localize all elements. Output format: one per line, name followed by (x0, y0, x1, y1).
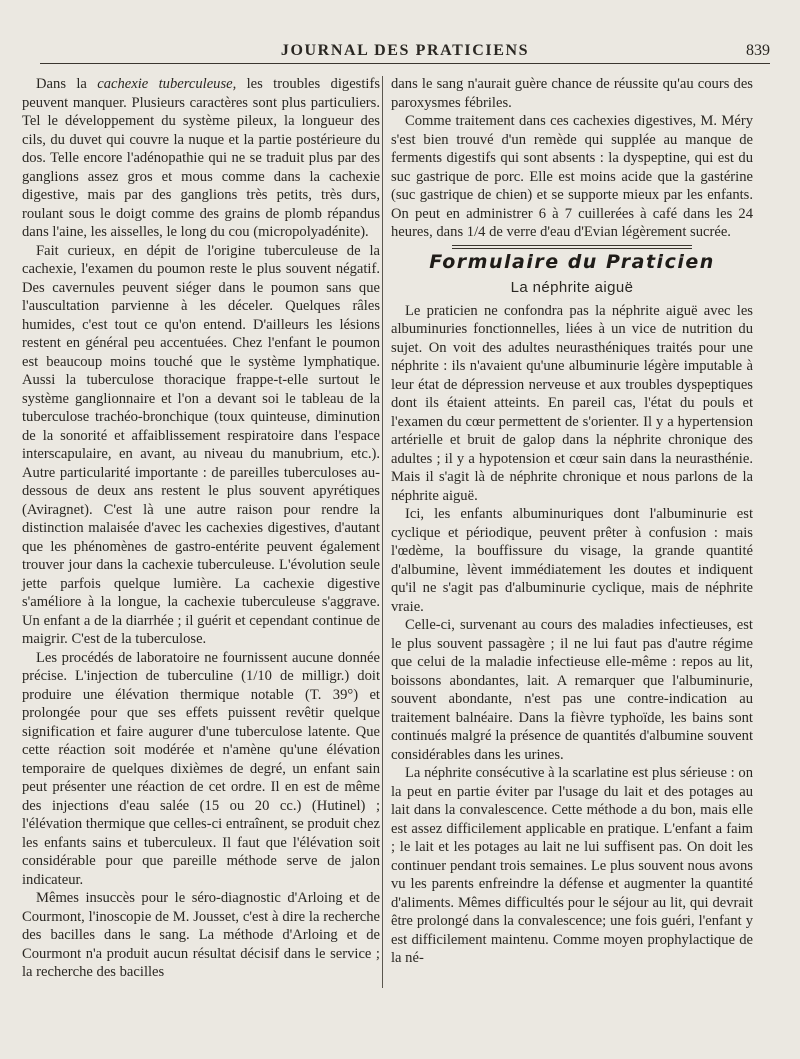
section-rule (452, 245, 692, 249)
section-title: Formulaire du Praticien (429, 250, 715, 273)
paragraph: Ici, les enfants albuminuriques dont l'albuminurie est cyclique et périodique, peuvent prêter à confusion : mais l'œdème, la bouffissure du visage, la grande quantité d'albumine, lèvent immédiatement les doutes et indiquent qu'il ne s'agit pas d'albuminurie cyclique, mais de néphrite vraie. (391, 506, 753, 615)
paragraph: Comme traitement dans ces cachexies digestives, M. Méry s'est bien trouvé d'un remède qui supplée au manque de ferments digestifs qui sont absents : la dyspeptine, qui est du suc gastrique de porc. Elle est moins acide que la gastérine (suc gastrique de chien) et se supporte mieux par les enfants. On peut en administrer 6 à 7 cuillerées à café dans les 24 heures, dans 1/4 de verre d'eau d'Evian légèrement sucrée. (391, 113, 753, 240)
right-column (391, 75, 753, 968)
journal-title: JOURNAL DES PRATICIENS (280, 42, 530, 59)
text-run: les troubles digestifs peuvent manquer. Plusieurs caractères sont plus particuliers. Tel le développement du système pileux, la longueur des cils, du duvet qui couvre la nuque et la partie postérieure du dos. Telle encore l'adénopathie qui ne se traduit plus par des ganglions assez gros et mous comme dans la cachexie digestive, mais par des ganglions très petits, très durs, roulant sous le doigt comme des grains de plomb répandus dans l'aine, les aisselles, le long du cou (micropolyadénite). (22, 76, 380, 240)
paragraph: Les procédés de laboratoire ne fournissent aucune donnée précise. L'injection de tuberculine (1/10 de milligr.) doit produire une élévation thermique notable (T. 39°) et prolongée pour que ses effets puissent revêtir quelque signification et faire augurer d'une tuberculose latente. Que cette réaction soit modérée et n'amène qu'une élévation temporaire de quelques dixièmes de degré, un enfant sain peut présenter une réaction de cet ordre. Il en est de même des injections d'eau salée (15 ou 20 cc.) (Hutinel) ; l'élévation thermique que celles-ci entraînent, se produit chez les enfants sains et tuberculeux. Il faut que l'élévation soit considérable pour que pareille méthode serve de jalon indicateur. (22, 649, 380, 888)
running-head (40, 38, 770, 64)
article-title: La néphrite aiguë (510, 279, 634, 296)
text-run: Dans la (36, 76, 98, 92)
paragraph: dans le sang n'aurait guère chance de réussite qu'au cours des paroxysmes fébriles. (391, 76, 753, 111)
paragraph: Fait curieux, en dépit de l'origine tuberculeuse de la cachexie, l'examen du poumon reste le plus souvent négatif. Des cavernules peuvent siéger dans le poumon sans que l'auscultation parvienne à les déceler. Quelques râles humides, c'est tout ce qu'on entend. D'ailleurs les lésions restent en général peu accentuées. Chez l'enfant le poumon est beaucoup moins touché que le système lymphatique. Aussi la tuberculose thoracique frappe-t-elle surtout le système ganglionnaire et l'on a devant soi le tableau de la tuberculose trachéo-bronchique (toux quinteuse, diminution de la sonorité et affaiblissement respiratoire dans l'espace interscapulaire, en avant, au niveau du manubrium, etc.). Autre particularité importante : de pareilles tuberculoses au-dessous de deux ans restent le plus souvent apyrétiques (Aviragnet). C'est là une autre raison pour rendre la distinction malaisée d'avec les cachexies digestives, d'autant que les phénomènes de gastro-entérite peuvent également trouver jour dans la cachexie tuberculeuse. L'évolution seule jette parfois quelque lumière. La cachexie digestive s'améliore à la longue, la cachexie tuberculeuse s'aggrave. Un enfant a de la diarrhée ; il guérit et cependant continue de maigrir. C'est de la tuberculose. (22, 242, 380, 647)
paragraph: Celle-ci, survenant au cours des maladies infectieuses, est le plus souvent passagère ; il ne lui faut pas d'autre régime que celui de la maladie infectieuse elle-même : repos au lit, boissons abondantes, lait. A remarquer que l'albuminurie, souvent abondante, n'est pas une contre-indication au traitement balnéaire. Dans la fièvre typhoïde, les bains sont continués malgré la présence de quantités d'albumine souvent considérables dans les urines. (391, 617, 753, 763)
paragraph: La néphrite consécutive à la scarlatine est plus sérieuse : on la peut en partie éviter par l'usage du lait et des potages au lait dans la convalescence. Cette méthode a du bon, mais elle est assez difficilement applicable en pratique. L'enfant a faim ; le lait et les potages au lait ne lui suffisent pas. On doit les continuer pendant trois semaines. Le plus souvent nous avons vu les parents enfreindre la défense et augmenter la quantité d'aliments. Mêmes difficultés pour le séjour au lit, qui devrait être prolongé dans la convalescence; une fois guéri, l'enfant y est difficilement maintenu. Comme moyen prophylactique de la né- (391, 765, 753, 966)
paragraph (22, 75, 380, 242)
paragraph: Mêmes insuccès pour le séro-diagnostic d'Arloing et de Courmont, l'inoscopie de M. Jousset, c'est à dire la recherche des bacilles dans le sang. La méthode d'Arloing et de Courmont n'a produit aucun résultat décisif dans le service ; la recherche des bacilles (22, 890, 380, 980)
column-divider (382, 76, 383, 988)
header-rule (40, 63, 770, 64)
left-column (22, 75, 380, 982)
paragraph: Le praticien ne confondra pas la néphrite aiguë avec les albuminuries fonctionnelles, liées à un vice de nutrition du sujet. On voit des adultes neurasthéniques traités pour une néphrite : ils n'avaient qu'une albuminurie légère imputable à leur état de dépression nerveuse et aux troubles dyspeptiques dont ils étaient atteints. En pareil cas, l'état du pouls et l'examen du cœur permettent de s'orienter. Il y a hypertension artérielle et bruit de galop dans la néphrite chronique des adultes ; il y a hypotension et cœur sain dans la neurasthénie. Mais il s'agit là de néphrite chronique et nous parlons de la néphrite aiguë. (391, 302, 753, 504)
italic-term: cachexie tuberculeuse, (97, 76, 237, 92)
page-number: 839 (746, 42, 770, 59)
